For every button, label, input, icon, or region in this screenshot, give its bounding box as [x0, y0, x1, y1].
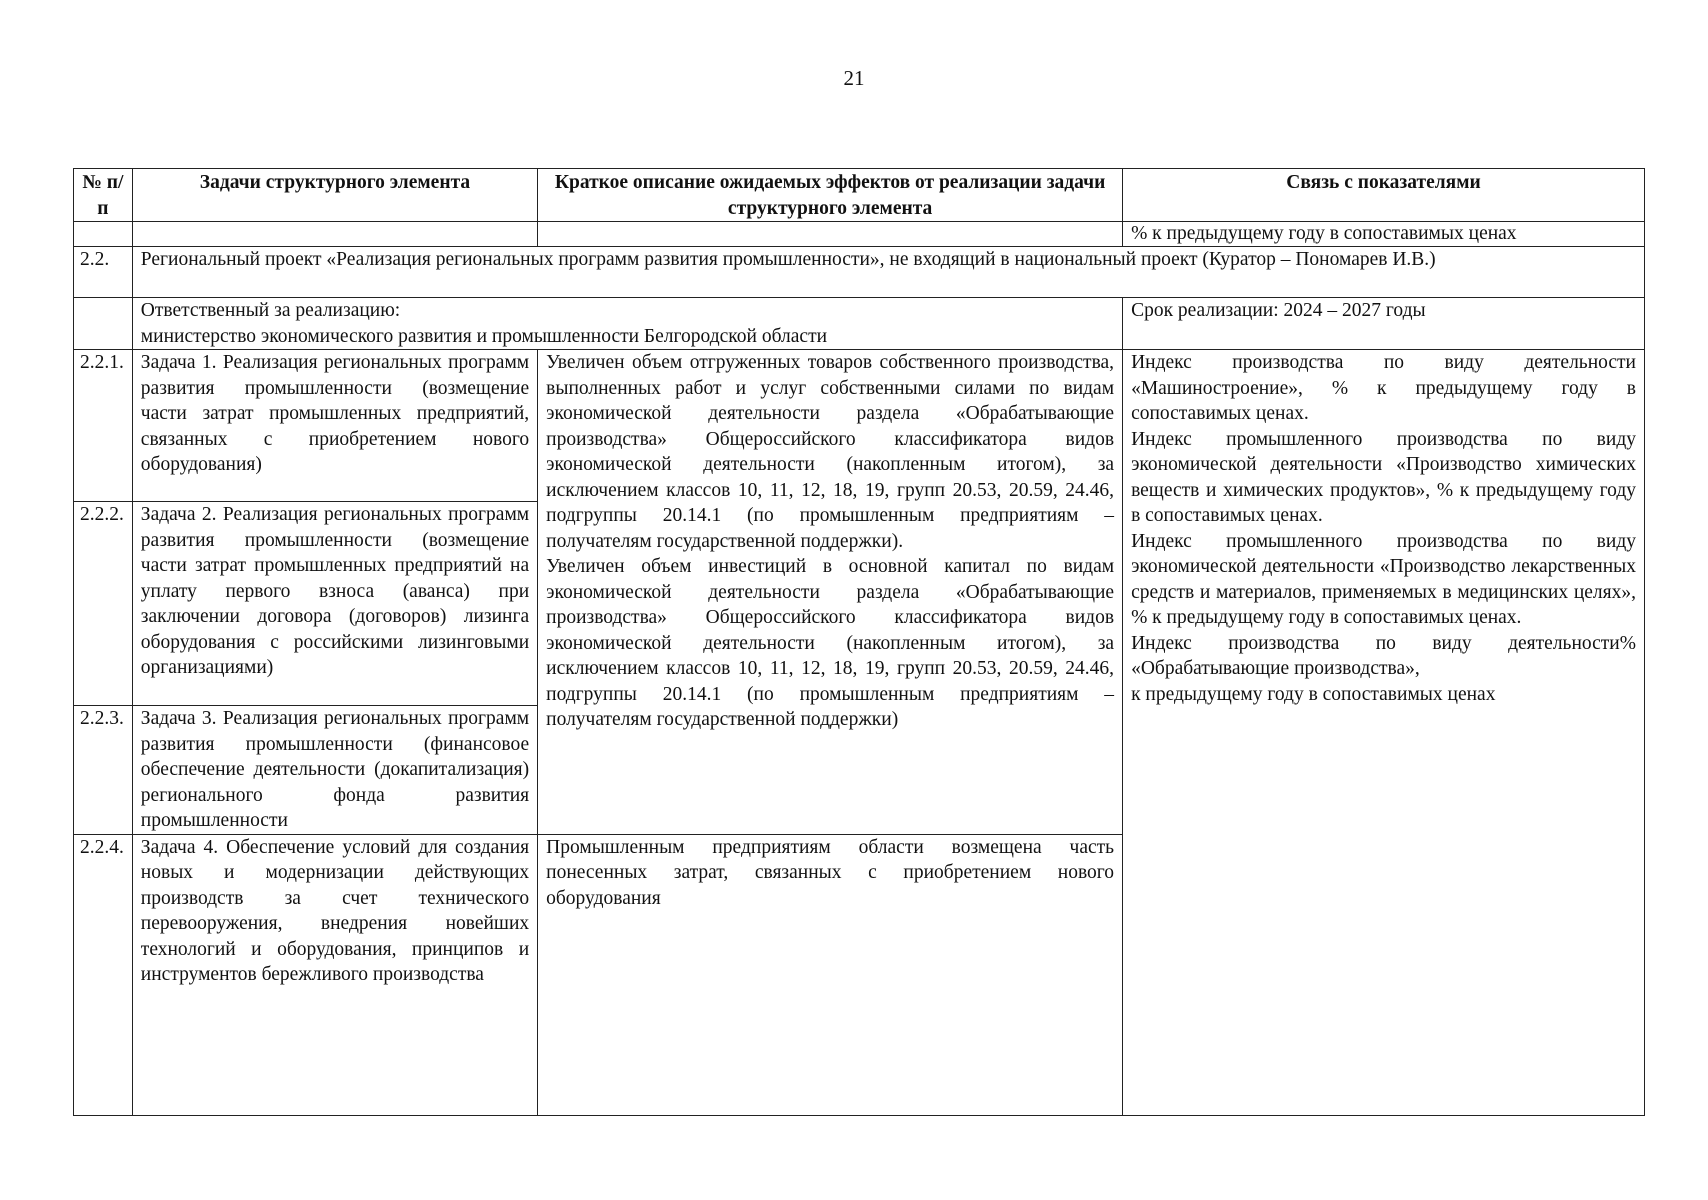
- project-title: Региональный проект «Реализация региональных программ развития промышленности», не входящий в национальный проект (Куратор – Пономарев И.В.): [132, 247, 1644, 298]
- page-number: 21: [843, 66, 865, 90]
- effect-cell: Промышленным предприятиям области возмещена часть понесенных затрат, связанных с приобретением нового оборудования: [538, 834, 1123, 1115]
- responsible-row: [74, 298, 1645, 350]
- indicator-text: Индекс производства по виду деятельности «Обрабатывающие производства»,: [1131, 632, 1620, 679]
- responsible-org: министерство экономического развития и промышленности Белгородской области: [140, 325, 828, 347]
- indicator-text: Индекс промышленного производства по виду экономической деятельности «Производство лекарственных средств и материалов, применяемых в медицинских целях», % к предыдущему году в сопоставимых ценах.: [1131, 530, 1636, 628]
- row-num: 2.2.2.: [74, 502, 133, 706]
- indicator-percent: %: [1619, 632, 1636, 654]
- table-header-row: [74, 169, 1645, 222]
- responsible-label: Ответственный за реализацию:: [140, 300, 401, 321]
- project-row: [74, 247, 1645, 298]
- header-indicators: Связь с показателями: [1123, 169, 1645, 222]
- row-task: Задача 1. Реализация региональных программ развития промышленности (возмещение части затрат промышленных предприятий, связанных с приобретением нового оборудования): [132, 350, 537, 502]
- indicators-cell: [1123, 350, 1645, 1116]
- effects-cell: [538, 350, 1123, 835]
- indicator-text: к предыдущему году в сопоставимых ценах: [1131, 683, 1496, 705]
- responsible-cell: [132, 298, 1122, 350]
- indicator-last-line: [1131, 631, 1636, 682]
- effect-text: Увеличен объем отгруженных товаров собственного производства, выполненных работ и услуг собственными силами по видам экономической деятельности раздела «Обрабатывающие производства» Общероссийского классификатора видов экономической деятельности (накопленным итогом), за исключением классов 10, 11, 12, 18, 19, групп 20.53, 20.59, 24.46, подгруппы 20.14.1 (по промышленным предприятиям – получателям государственной поддержки).: [546, 352, 1115, 552]
- structural-element-table: [73, 168, 1645, 1116]
- responsible-term: Срок реализации: 2024 – 2027 годы: [1123, 298, 1645, 350]
- row-num: 2.2.1.: [74, 350, 133, 502]
- header-tasks: Задачи структурного элемента: [132, 169, 537, 222]
- row-num: 2.2.3.: [74, 706, 133, 835]
- indicator-text: Индекс производства по виду деятельности «Машиностроение», % к предыдущему году в сопоставимых ценах.: [1131, 352, 1636, 424]
- header-num: № п/п: [74, 169, 133, 222]
- row-task: Задача 3. Реализация региональных программ развития промышленности (финансовое обеспечение деятельности (докапитализация) регионального фонда развития промышленности: [132, 706, 537, 835]
- row-task: Задача 4. Обеспечение условий для создания новых и модернизации действующих производств за счет технического перевооружения, внедрения новейших технологий и оборудования, принципов и инструментов бережливого производства: [132, 834, 537, 1115]
- project-num: 2.2.: [74, 247, 133, 298]
- row-task: Задача 2. Реализация региональных программ развития промышленности (возмещение части затрат промышленных предприятий на уплату первого взноса (аванса) при заключении договора (договоров) лизинга оборудования с российскими лизинговыми организациями): [132, 502, 537, 706]
- carryover-text: % к предыдущему году в сопоставимых ценах: [1123, 222, 1645, 247]
- effect-text: Увеличен объем инвестиций в основной капитал по видам экономической деятельности раздела «Обрабатывающие производства» Общероссийского классификатора видов экономической деятельности (накопленным итогом), за исключением классов 10, 11, 12, 18, 19, групп 20.53, 20.59, 24.46, подгруппы 20.14.1 (по промышленным предприятиям – получателям государственной поддержки): [546, 556, 1115, 730]
- indicator-text: Индекс промышленного производства по виду экономической деятельности «Производство химических веществ и химических продуктов», % к предыдущему году в сопоставимых ценах.: [1131, 428, 1636, 526]
- carryover-row: [74, 222, 1645, 247]
- row-num: 2.2.4.: [74, 834, 133, 1115]
- header-effects: Краткое описание ожидаемых эффектов от реализации задачи структурного элемента: [538, 169, 1123, 222]
- table-row: [74, 350, 1645, 502]
